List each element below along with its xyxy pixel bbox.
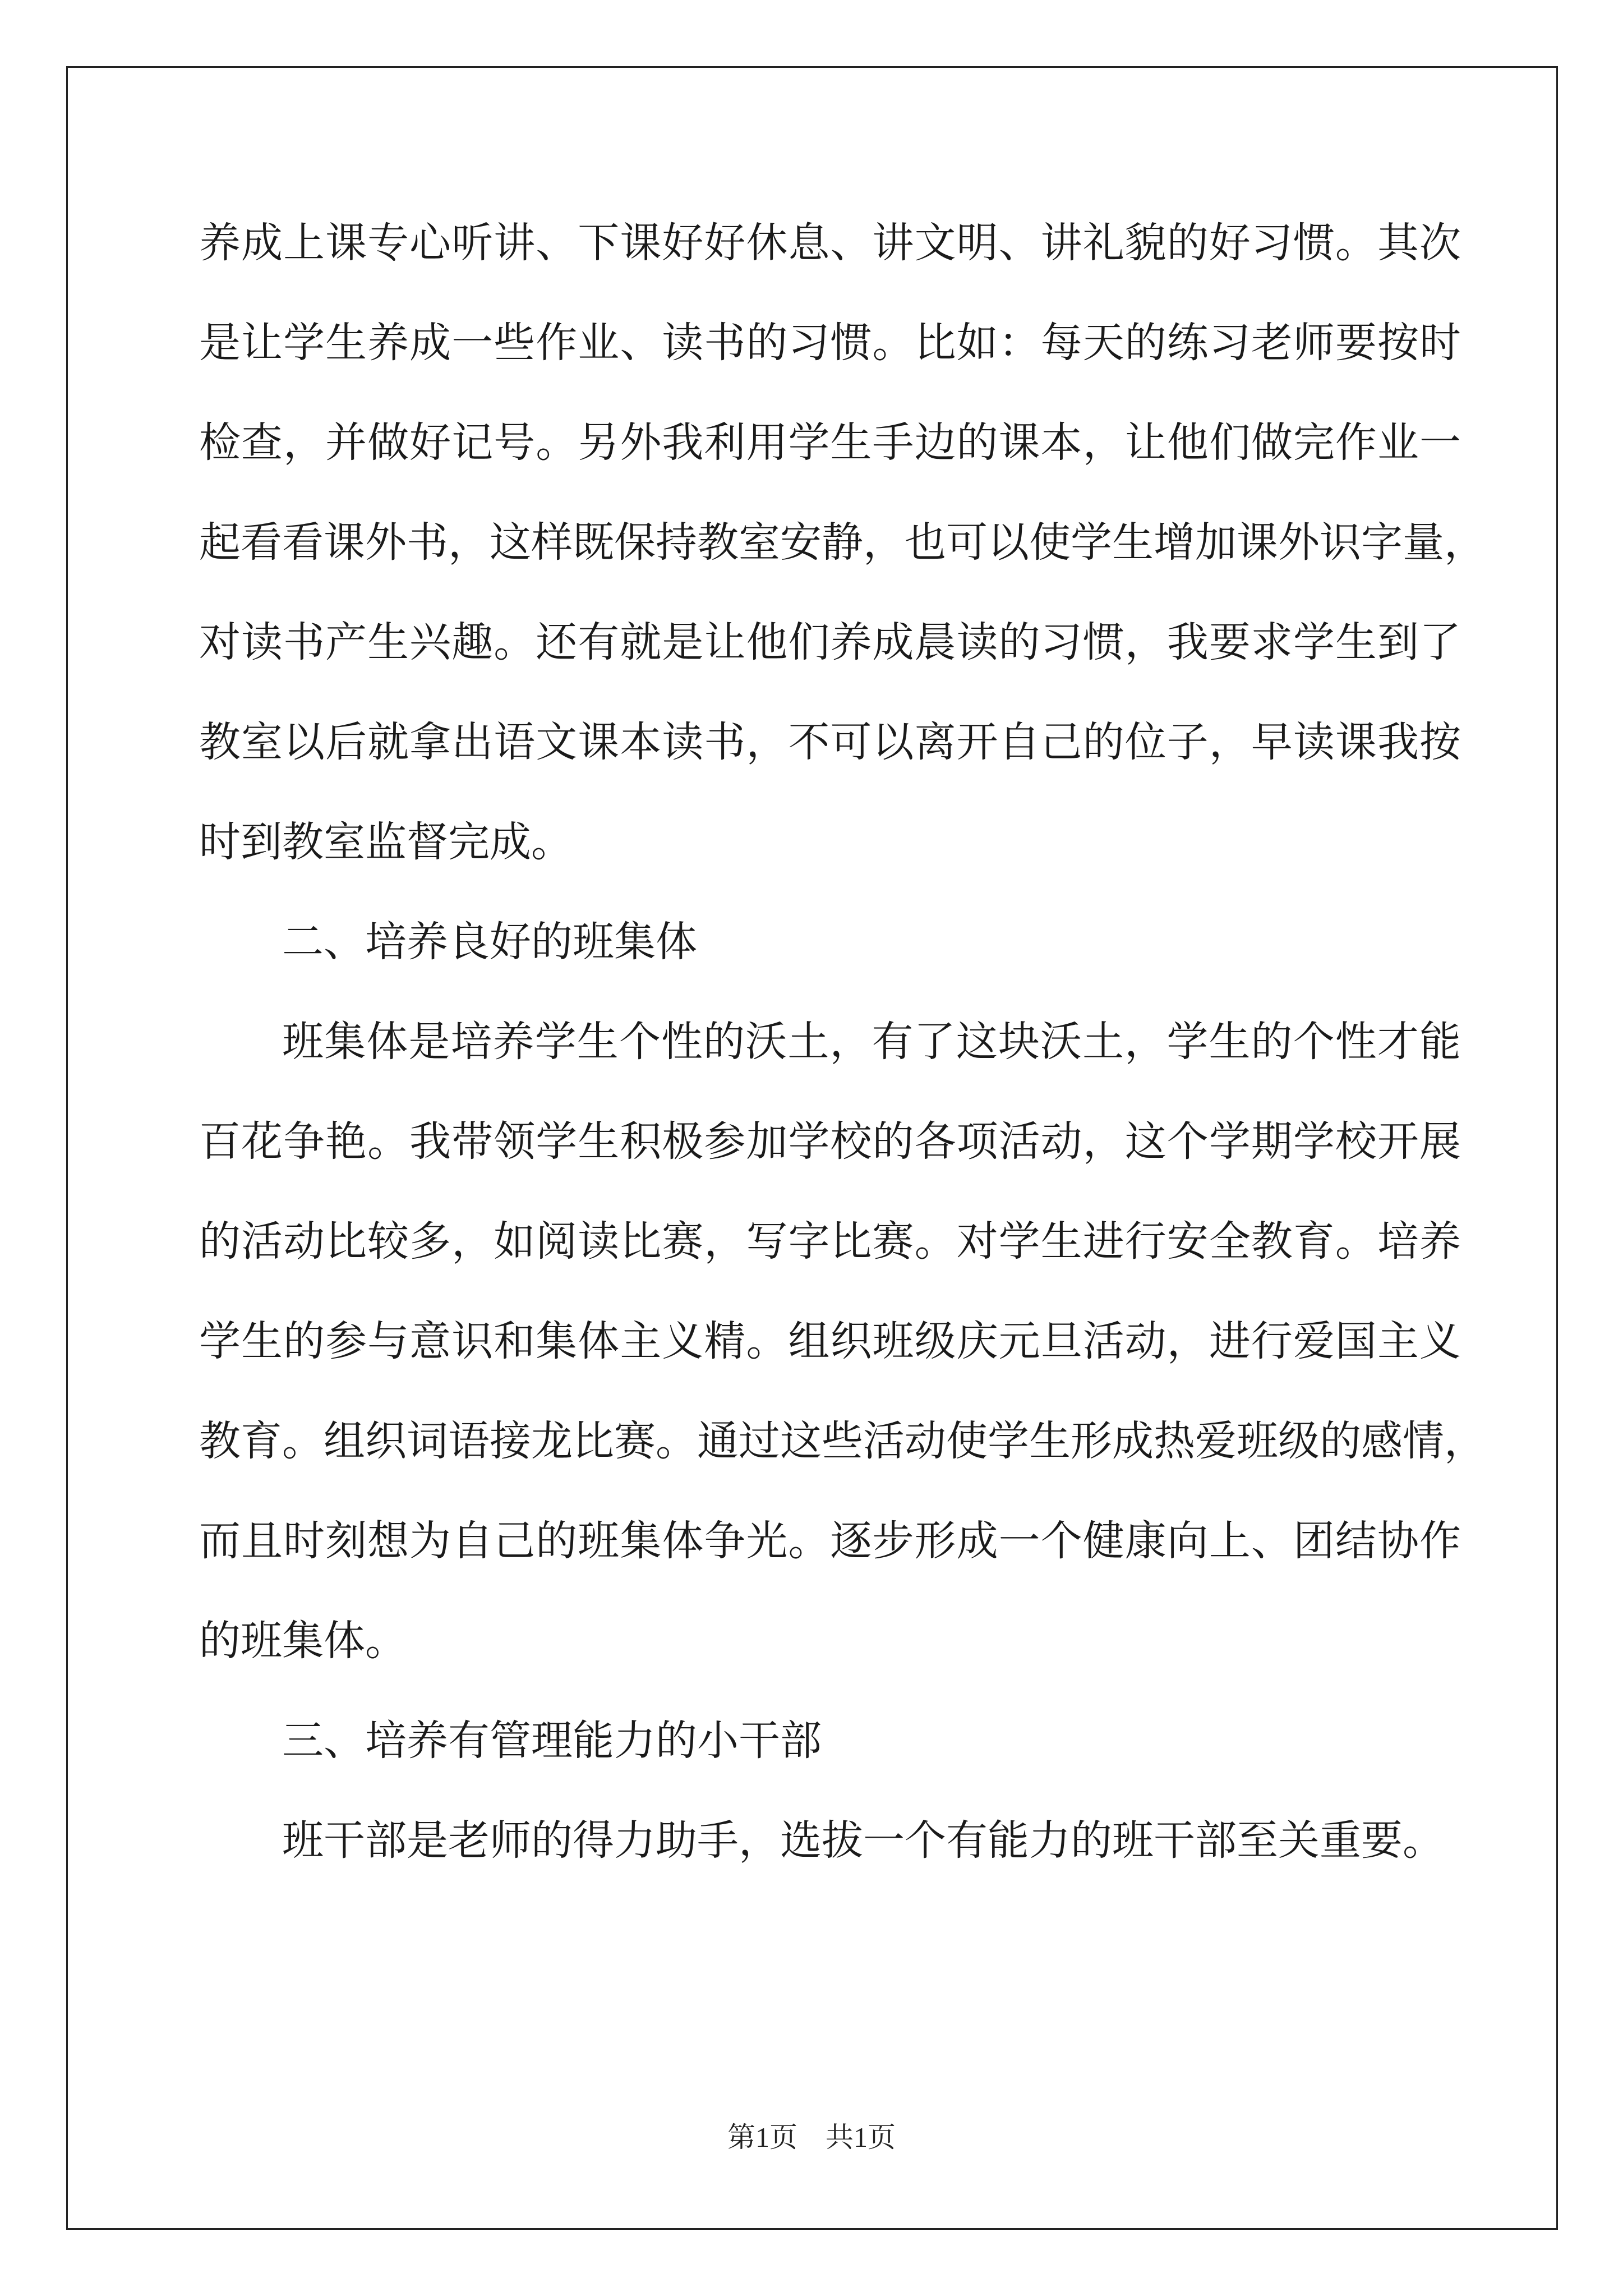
body-line: 班集体是培养学生个性的沃土，有了这块沃土，学生的个性才能 — [282, 1018, 1461, 1066]
section-heading: 三、培养有管理能力的小干部 — [282, 1717, 822, 1765]
body-line: 检查，并做好记号。另外我利用学生手边的课本，让他们做完作业一 — [199, 418, 1461, 467]
page-number-footer: 第1页 共1页 — [727, 2122, 896, 2153]
body-line: 的活动比较多，如阅读比赛，写字比赛。对学生进行安全教育。培养 — [199, 1217, 1461, 1266]
body-line: 学生的参与意识和集体主义精。组织班级庆元旦活动，进行爱国主义 — [199, 1317, 1461, 1365]
body-line: 的班集体。 — [199, 1617, 407, 1665]
body-line: 教育。组织词语接龙比赛。通过这些活动使学生形成热爱班级的感情， — [199, 1417, 1486, 1465]
body-line: 教室以后就拿出语文课本读书，不可以离开自己的位子，早读课我按 — [199, 718, 1461, 766]
document-body — [199, 218, 1486, 1915]
body-line: 班干部是老师的得力助手，选拔一个有能力的班干部至关重要。 — [282, 1816, 1444, 1865]
section-heading: 二、培养良好的班集体 — [282, 918, 697, 966]
body-line: 起看看课外书，这样既保持教室安静，也可以使学生增加课外识字量， — [199, 518, 1486, 567]
body-line: 是让学生养成一些作业、读书的习惯。比如：每天的练习老师要按时 — [199, 319, 1461, 367]
body-line: 而且时刻想为自己的班集体争光。逐步形成一个健康向上、团结协作 — [199, 1517, 1461, 1565]
body-line: 百花争艳。我带领学生积极参加学校的各项活动，这个学期学校开展 — [199, 1117, 1461, 1166]
body-line: 养成上课专心听讲、下课好好休息、讲文明、讲礼貌的好习惯。其次 — [199, 219, 1461, 267]
body-line: 时到教室监督完成。 — [199, 818, 573, 866]
body-line: 对读书产生兴趣。还有就是让他们养成晨读的习惯，我要求学生到了 — [199, 618, 1461, 666]
